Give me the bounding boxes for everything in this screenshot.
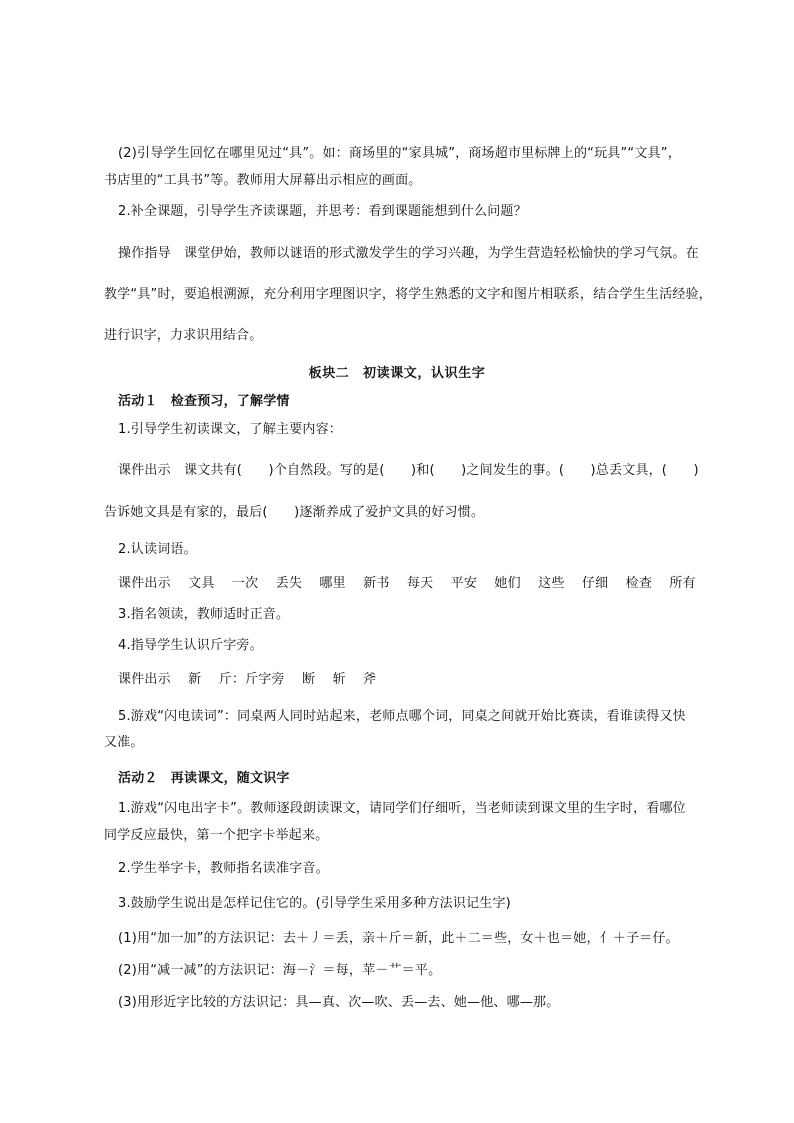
vocab-word: 哪里 bbox=[319, 576, 346, 591]
vocab-word: 仔细 bbox=[581, 576, 609, 591]
paragraph-line: 又准。 bbox=[104, 735, 144, 750]
vocab-word: 一次 bbox=[231, 576, 259, 591]
activity-heading: 活动２ 再读课文，随文识字 bbox=[118, 771, 290, 786]
paragraph-line: 5.游戏“闪电读词”：同桌两人同时站起来，老师点哪个词，同桌之间就开始比赛读，看谁读得又快 bbox=[118, 709, 686, 724]
paragraph-line: 2.补全课题，引导学生齐读课题，并思考：看到课题能想到什么问题？ bbox=[118, 204, 527, 219]
radical-label: 课件出示 bbox=[118, 672, 171, 687]
paragraph-line: 2.学生举字卡，教师指名读准字音。 bbox=[118, 861, 329, 876]
vocab-word: 每天 bbox=[406, 576, 434, 591]
paragraph-line: 书店里的“工具书”等。教师用大屏幕出示相应的画面。 bbox=[104, 173, 422, 188]
paragraph-line: 3.鼓励学生说出是怎样记住它的。(引导学生采用多种方法识记生字) bbox=[118, 896, 511, 911]
courseware-line: 告诉她文具是有家的，最后( )逐渐养成了爱护文具的好习惯。 bbox=[104, 505, 485, 520]
radical-line bbox=[118, 671, 712, 689]
method-line: (2)用“减一减”的方法识记：海－氵＝每，苹－艹＝平。 bbox=[118, 963, 442, 978]
radical-item: 斧 bbox=[363, 672, 377, 687]
vocab-word: 她们 bbox=[494, 576, 521, 591]
courseware-line: 课件出示 课文共有( )个自然段。写的是( )和( )之间发生的事。( )总丢文具，( ) bbox=[118, 463, 699, 478]
paragraph-line: 1.游戏“闪电出字卡”。教师逐段朗读课文，请同学们仔细听，当老师读到课文里的生字时，看哪位 bbox=[118, 801, 686, 816]
vocab-label: 课件出示 bbox=[118, 576, 171, 591]
radical-item: 新 bbox=[188, 672, 202, 687]
section-heading: 板块二 初读课文，认识生字 bbox=[308, 366, 486, 381]
paragraph-line: 同学反应最快，第一个把字卡举起来。 bbox=[104, 828, 329, 843]
vocab-word: 所有 bbox=[669, 576, 696, 591]
radical-item: 斤：斤字旁 bbox=[218, 672, 285, 687]
method-line: (1)用“加一加”的方法识记：去＋丿＝丢，亲＋斤＝新，此＋二＝些，女＋也＝她，亻＋子＝仔。 bbox=[118, 931, 679, 946]
guidance-line: 教学“具”时，要追根溯源，充分利用字理图识字，将学生熟悉的文字和图片相联系，结合学生生活经验， bbox=[104, 287, 712, 302]
paragraph-line: 1.引导学生初读课文，了解主要内容： bbox=[118, 422, 343, 437]
vocab-word: 检查 bbox=[625, 576, 653, 591]
vocab-word: 平安 bbox=[450, 576, 478, 591]
vocab-word: 丢失 bbox=[275, 576, 303, 591]
paragraph-line: 2.认读词语。 bbox=[118, 542, 197, 557]
vocab-word: 这些 bbox=[538, 576, 565, 591]
radical-item: 斩 bbox=[332, 672, 346, 687]
paragraph-line: 3.指名领读，教师适时正音。 bbox=[118, 607, 290, 622]
paragraph-line: 4.指导学生认识斤字旁。 bbox=[118, 638, 263, 653]
vocab-line bbox=[118, 575, 712, 593]
vocab-word: 文具 bbox=[188, 576, 215, 591]
guidance-line: 进行识字，力求识用结合。 bbox=[104, 328, 263, 343]
method-line: (3)用形近字比较的方法识记：具—真、次—吹、丢—去、她—他、哪—那。 bbox=[118, 995, 560, 1010]
guidance-line: 操作指导 课堂伊始，教师以谜语的形式激发学生的学习兴趣，为学生营造轻松愉快的学习气氛。在 bbox=[118, 246, 699, 261]
vocab-word: 新书 bbox=[363, 576, 390, 591]
radical-item: 断 bbox=[302, 672, 316, 687]
paragraph-line: (2)引导学生回忆在哪里见过“具”。如：商场里的“家具城”，商场超市里标牌上的“玩具”“文具”， bbox=[118, 146, 681, 161]
activity-heading: 活动１ 检查预习，了解学情 bbox=[118, 394, 290, 409]
